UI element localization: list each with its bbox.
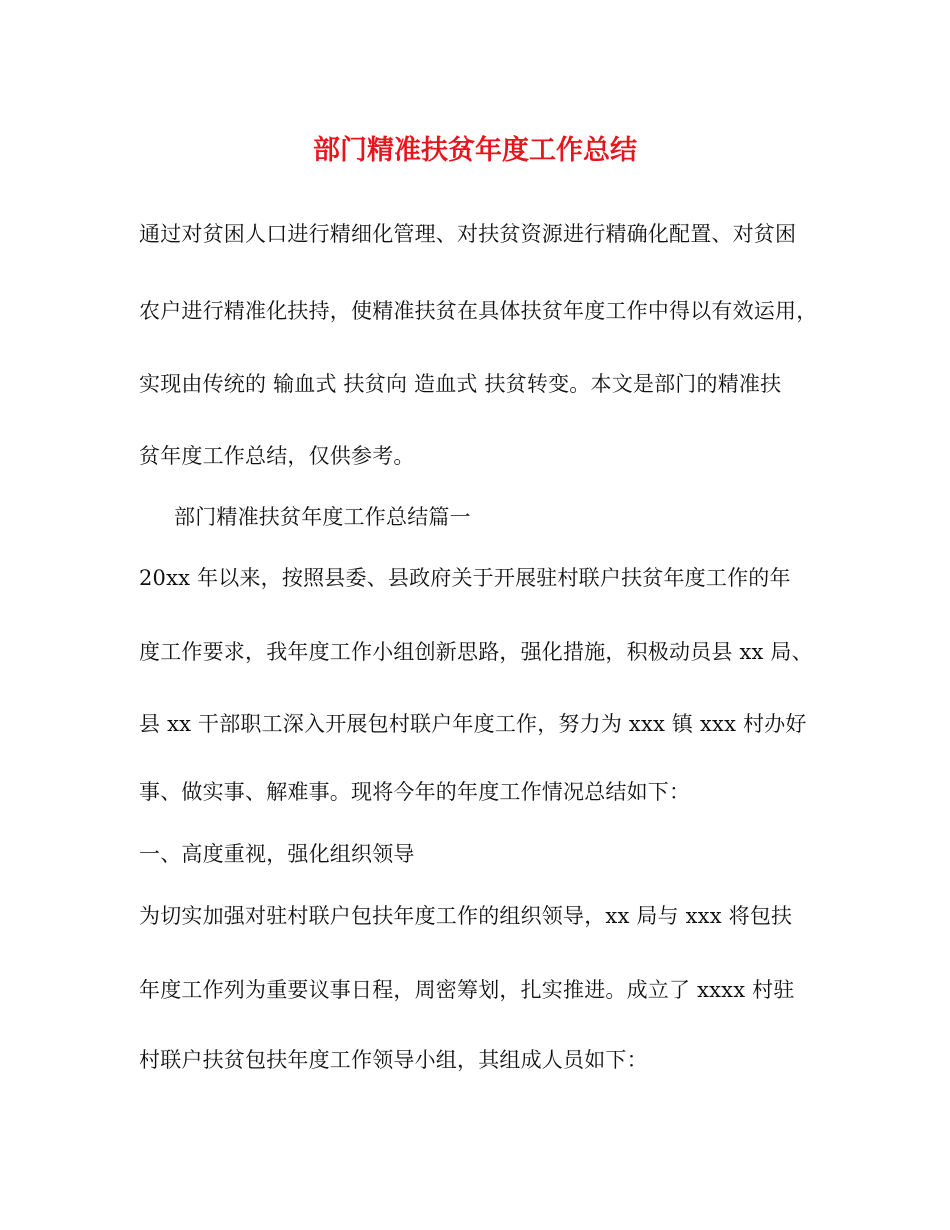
- paragraph-line: 年度工作列为重要议事日程，周密筹划，扎实推进。成立了 xxxx 村驻: [139, 978, 795, 1002]
- paragraph-line: 农户进行精准化扶持，使精准扶贫在具体扶贫年度工作中得以有效运用，: [139, 299, 818, 323]
- paragraph-line: 20xx 年以来，按照县委、县政府关于开展驻村联户扶贫年度工作的年: [139, 566, 791, 590]
- paragraph-line: 贫年度工作总结，仅供参考。: [139, 444, 415, 468]
- paragraph-line: 度工作要求，我年度工作小组创新思路，强化措施，积极动员县 xx 局、: [139, 640, 813, 664]
- paragraph-line: 县 xx 干部职工深入开展包村联户年度工作，努力为 xxx 镇 xxx 村办好: [139, 712, 807, 736]
- section-heading: 部门精准扶贫年度工作总结篇一: [174, 505, 471, 529]
- document-title: 部门精准扶贫年度工作总结: [313, 135, 637, 166]
- paragraph-line: 实现由传统的 输血式 扶贫向 造血式 扶贫转变。本文是部门的精准扶: [139, 372, 782, 396]
- paragraph-line: 事、做实事、解难事。现将今年的年度工作情况总结如下：: [139, 780, 691, 804]
- paragraph-line: 为切实加强对驻村联户包扶年度工作的组织领导，xx 局与 xxx 将包扶: [139, 904, 793, 928]
- subsection-heading: 一、高度重视，强化组织领导: [139, 842, 415, 866]
- paragraph-line: 村联户扶贫包扶年度工作领导小组，其组成人员如下：: [139, 1048, 648, 1072]
- paragraph-line: 通过对贫困人口进行精细化管理、对扶贫资源进行精确化配置、对贫困: [139, 222, 797, 246]
